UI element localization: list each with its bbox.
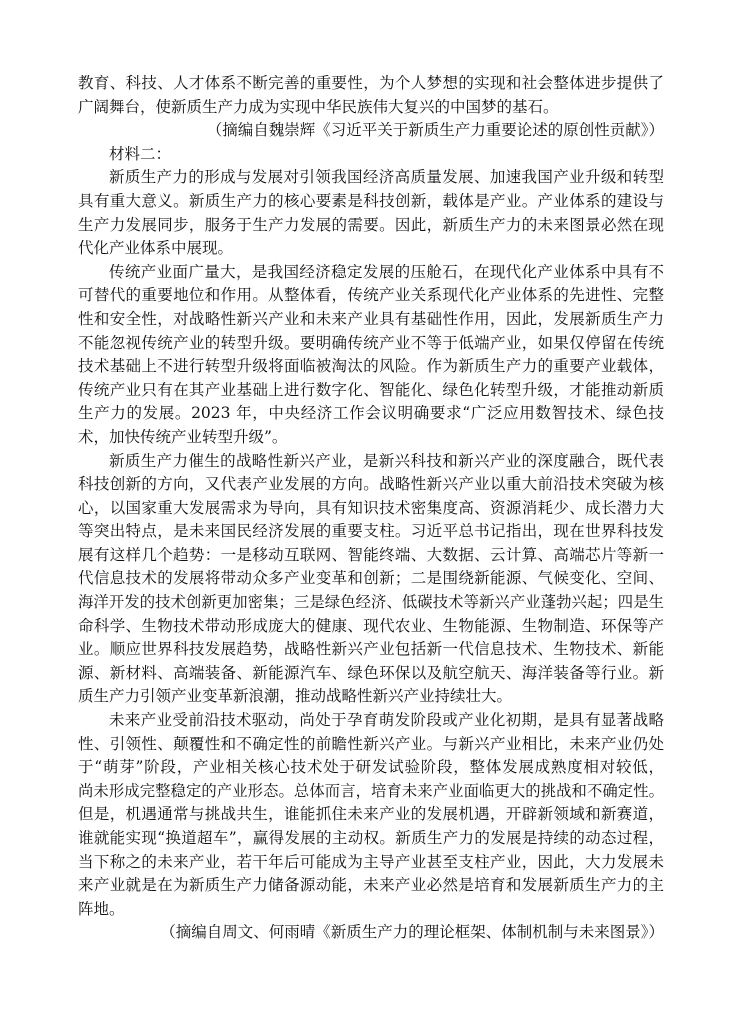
text-line: 谁就能实现“换道超车”，赢得发展的主动权。新质生产力的发展是持续的动态过程， xyxy=(78,829,664,847)
text-line: 代信息技术的发展将带动众多产业变革和创新；二是围绕新能源、气候变化、空间、 xyxy=(78,569,664,588)
text-line: 性和安全性，对战略性新兴产业和未来产业具有基础性作用，因此，发展新质生产力 xyxy=(78,309,664,328)
text-line: 生产力的发展。2023 年，中央经济工作会议明确要求“广泛应用数智技术、绿色技 xyxy=(78,404,664,423)
text-line: 海洋开发的技术创新更加密集；三是绿色经济、低碳技术等新兴产业蓬勃兴起；四是生 xyxy=(78,593,664,612)
paragraph xyxy=(78,450,664,710)
text-line: 教育、科技、人才体系不断完善的重要性，为个人梦想的实现和社会整体进步提供了 xyxy=(78,74,664,92)
text-line: 源、新材料、高端装备、新能源汽车、绿色环保以及航空航天、海洋装备等行业。新 xyxy=(78,663,664,682)
text-line: 等突出特点，是未来国民经济发展的重要支柱。习近平总书记指出，现在世界科技发 xyxy=(78,522,664,541)
text-line: 科技创新的方向，又代表产业发展的方向。战略性新兴产业以重大前沿技术突破为核 xyxy=(78,475,664,494)
text-line: 传统产业面广量大，是我国经济稳定发展的压舱石，在现代化产业体系中具有不 xyxy=(109,262,664,281)
text-line: 可替代的重要地位和作用。从整体看，传统产业关系现代化产业体系的先进性、完整 xyxy=(78,286,664,305)
text-line: 于“萌芽”阶段，产业相关核心技术处于研发试验阶段，整体发展成熟度相对较低， xyxy=(78,758,664,777)
text-line: 新质生产力催生的战略性新兴产业，是新兴科技和新兴产业的深度融合，既代表 xyxy=(109,451,664,470)
text-line: 当下称之的未来产业，若干年后可能成为主导产业甚至支柱产业，因此，大力发展未 xyxy=(78,852,664,871)
text-line: 代化产业体系中展现。 xyxy=(78,239,234,258)
text-line: 术，加快传统产业转型升级”。 xyxy=(78,427,288,446)
text-line: 不能忽视传统产业的转型升级。要明确传统产业不等于低端产业，如果仅停留在传统 xyxy=(78,333,664,352)
text-line: 来产业就是在为新质生产力储备源动能，未来产业必然是培育和发展新质生产力的主 xyxy=(78,876,664,895)
text-line: 命科学、生物技术带动形成庞大的健康、现代农业、生物能源、生物制造、环保等产 xyxy=(78,616,664,635)
paragraph xyxy=(78,261,664,450)
material2 xyxy=(78,143,664,945)
text-line: 阵地。 xyxy=(78,899,125,918)
text-line: 但是，机遇通常与挑战共生，谁能抓住未来产业的发展机遇，开辟新领域和新赛道， xyxy=(78,805,664,824)
text-line: 传统产业只有在其产业基础上进行数字化、智能化、绿色化转型升级，才能推动新质 xyxy=(78,380,664,399)
text-line: 广阔舞台，使新质生产力成为实现中华民族伟大复兴的中国梦的基石。 xyxy=(78,97,559,116)
paragraph xyxy=(78,166,664,260)
paragraph xyxy=(78,709,664,921)
text-line: 质生产力引领产业变革新浪潮，推动战略性新兴产业持续壮大。 xyxy=(78,687,513,706)
material1-tail xyxy=(78,72,664,143)
text-line: 展有这样几个趋势：一是移动互联网、智能终端、大数据、云计算、高端芯片等新一 xyxy=(78,545,664,564)
text-line: 心，以国家重大发展需求为导向，具有知识技术密集度高、资源消耗少、成长潜力大 xyxy=(78,498,664,517)
text-line: 尚未形成完整稳定的产业形态。总体而言，培育未来产业面临更大的挑战和不确定性。 xyxy=(78,781,664,800)
text-line: 新质生产力的形成与发展对引领我国经济高质量发展、加速我国产业升级和转型 xyxy=(109,168,664,187)
text-line: 技术基础上不进行转型升级将面临被淘汰的风险。作为新质生产力的重要产业载体， xyxy=(78,357,664,376)
text-line: 业。顺应世界科技发展趋势，战略性新兴产业包括新一代信息技术、生物技术、新能 xyxy=(78,640,664,659)
source-citation: （摘编自周文、何雨晴《新质生产力的理论框架、体制机制与未来图景》） xyxy=(160,923,664,942)
source-citation: （摘编自魏崇辉《习近平关于新质生产力重要论述的原创性贡献》） xyxy=(206,121,664,140)
text-line: 性、引领性、颠覆性和不确定性的前瞻性新兴产业。与新兴产业相比，未来产业仍处 xyxy=(78,734,664,753)
document-page xyxy=(78,72,664,945)
material-label: 材料二： xyxy=(109,144,172,163)
text-line: 具有重大意义。新质生产力的核心要素是科技创新，载体是产业。产业体系的建设与 xyxy=(78,191,664,210)
text-line: 未来产业受前沿技术驱动，尚处于孕育萌发阶段或产业化初期，是具有显著战略 xyxy=(109,711,664,730)
text-line: 生产力发展同步，服务于生产力发展的需要。因此，新质生产力的未来图景必然在现 xyxy=(78,215,664,234)
